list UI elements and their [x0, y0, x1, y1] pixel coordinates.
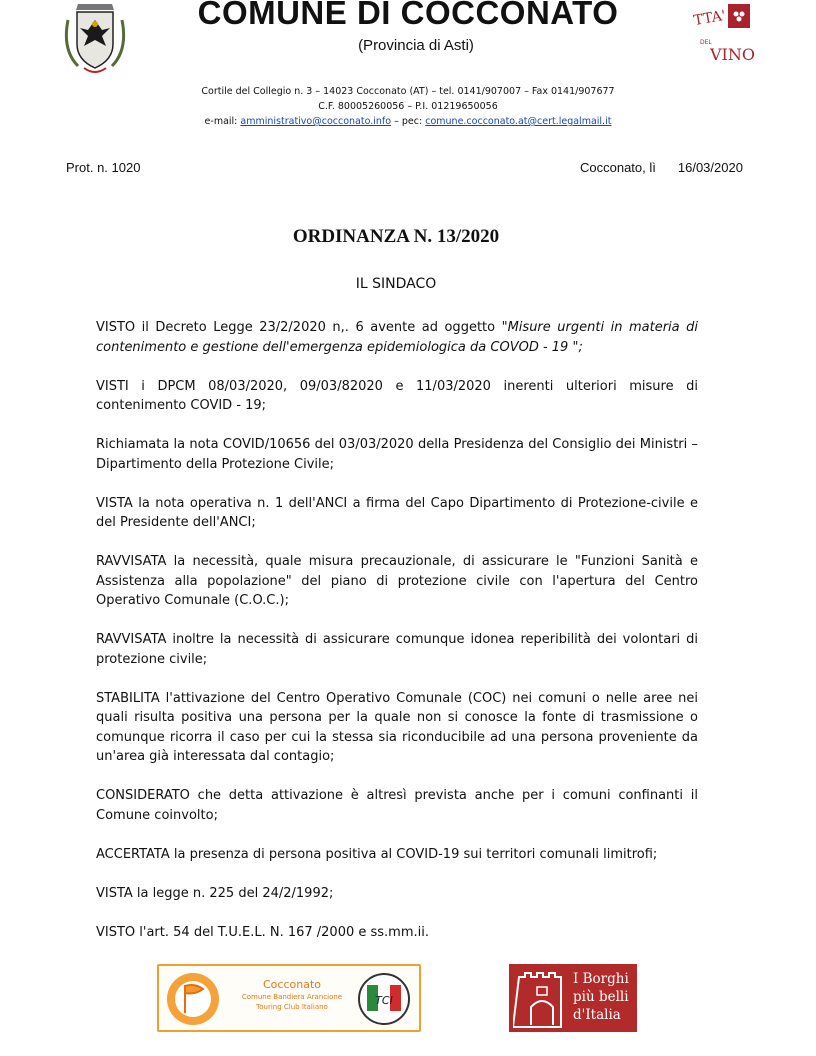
paragraph-richiamata-nota: Richiamata la nota COVID/10656 del 03/03/2020 della Presidenza del Consiglio dei Ministri – Dipartimento della Protezione Civile;: [96, 437, 698, 472]
borghi-line-2: più belli: [573, 989, 629, 1005]
pec-label: – pec:: [394, 116, 423, 127]
borghi-line-1: I Borghi: [573, 971, 629, 987]
paragraph-visto-decreto: VISTO il Decreto Legge 23/2/2020 n,. 6 avente ad oggetto "Misure urgenti in materia di contenimento e gestione dell'emergenza epidemiologica da COVOD - 19 ";: [96, 320, 699, 355]
svg-text:DEL: DEL: [700, 39, 712, 46]
ordinance-title: ORDINANZA N. 13/2020: [292, 226, 500, 247]
ordinance-body: [96, 318, 698, 962]
bandiera-title: Comune Bandiera Arancione: [241, 993, 343, 1001]
paragraph-accertata: ACCERTATA la presenza di persona positiva al COVID-19 sui territori comunali limitrofi;: [96, 846, 658, 862]
tci-badge-icon: [357, 971, 411, 1027]
paragraph-stabilita: STABILITA l'attivazione del Centro Operativo Comunale (COC) nei comuni o nelle aree nei quali risulta positiva una persona per la quale non si conosce la fonte di trasmissione o comunque ricorra il caso per cui la stessa sia riconducibile ad una persona proveniente da un'area già interessata dal contagio;: [96, 690, 698, 764]
tax-codes-line: C.F. 80005260056 – P.I. 01219650056: [318, 101, 498, 112]
pec-link[interactable]: comune.cocconato.at@cert.legalmail.it: [425, 116, 612, 127]
paragraph-visto-tuel: VISTO l'art. 54 del T.U.E.L. N. 167 /2000 e ss.mm.ii.: [96, 924, 429, 940]
email-label: e-mail:: [204, 116, 238, 127]
municipality-title: COMUNE DI COCCONATO: [197, 0, 619, 31]
orange-flag-icon: [165, 971, 221, 1027]
place-date: [580, 160, 743, 175]
paragraph-visti-dpcm: VISTI i DPCM 08/03/2020, 09/03/82020 e 11/03/2020 inerenti ulteriori misure di contenimento COVID - 19;: [96, 378, 698, 413]
email-line: [0, 116, 816, 127]
issuer-heading: IL SINDACO: [355, 276, 437, 292]
bandiera-club: Touring Club Italiano: [256, 1003, 328, 1011]
castle-tower-icon: [513, 967, 571, 1029]
protocol-number: Prot. n. 1020: [66, 160, 141, 175]
paragraph-ravvisata-coc: RAVVISATA la necessità, quale misura precauzionale, di assicurare le "Funzioni Sanità e Assistenza alla popolazione" del piano di protezione civile con l'apertura del Centro Operativo Comunale (C.O.C.);: [96, 554, 698, 608]
borghi-line-3: d'Italia: [573, 1007, 621, 1023]
place: Cocconato, lì: [580, 160, 656, 175]
svg-text:TTA': TTA': [692, 7, 727, 30]
paragraph-vista-legge: VISTA la legge n. 225 del 24/2/1992;: [96, 885, 334, 901]
svg-text:TCI: TCI: [375, 994, 393, 1007]
svg-text:VINO: VINO: [710, 45, 755, 64]
paragraph-considerato: CONSIDERATO che detta attivazione è altresì prevista anche per i comuni confinanti il Comune coinvolto;: [96, 788, 698, 823]
document-date: 16/03/2020: [677, 160, 743, 175]
email-link[interactable]: amministrativo@cocconato.info: [240, 116, 392, 127]
address-line: Cortile del Collegio n. 3 – 14023 Cocconato (AT) – tel. 0141/907007 – Fax 0141/907677: [201, 86, 615, 97]
borghi-piu-belli-logo: [509, 964, 637, 1032]
paragraph-vista-nota-anci: VISTA la nota operativa n. 1 dell'ANCI a firma del Capo Dipartimento di Protezione-civile e del Presidente dell'ANCI;: [96, 495, 698, 530]
bandiera-arancione-logo: [157, 964, 421, 1032]
paragraph-ravvisata-volontari: RAVVISATA inoltre la necessità di assicurare comunque idonea reperibilità dei volontari di protezione civile;: [96, 632, 698, 667]
bandiera-town: Cocconato: [263, 978, 321, 991]
province-subtitle: (Provincia di Asti): [358, 37, 474, 54]
citta-del-vino-logo: [692, 0, 760, 64]
